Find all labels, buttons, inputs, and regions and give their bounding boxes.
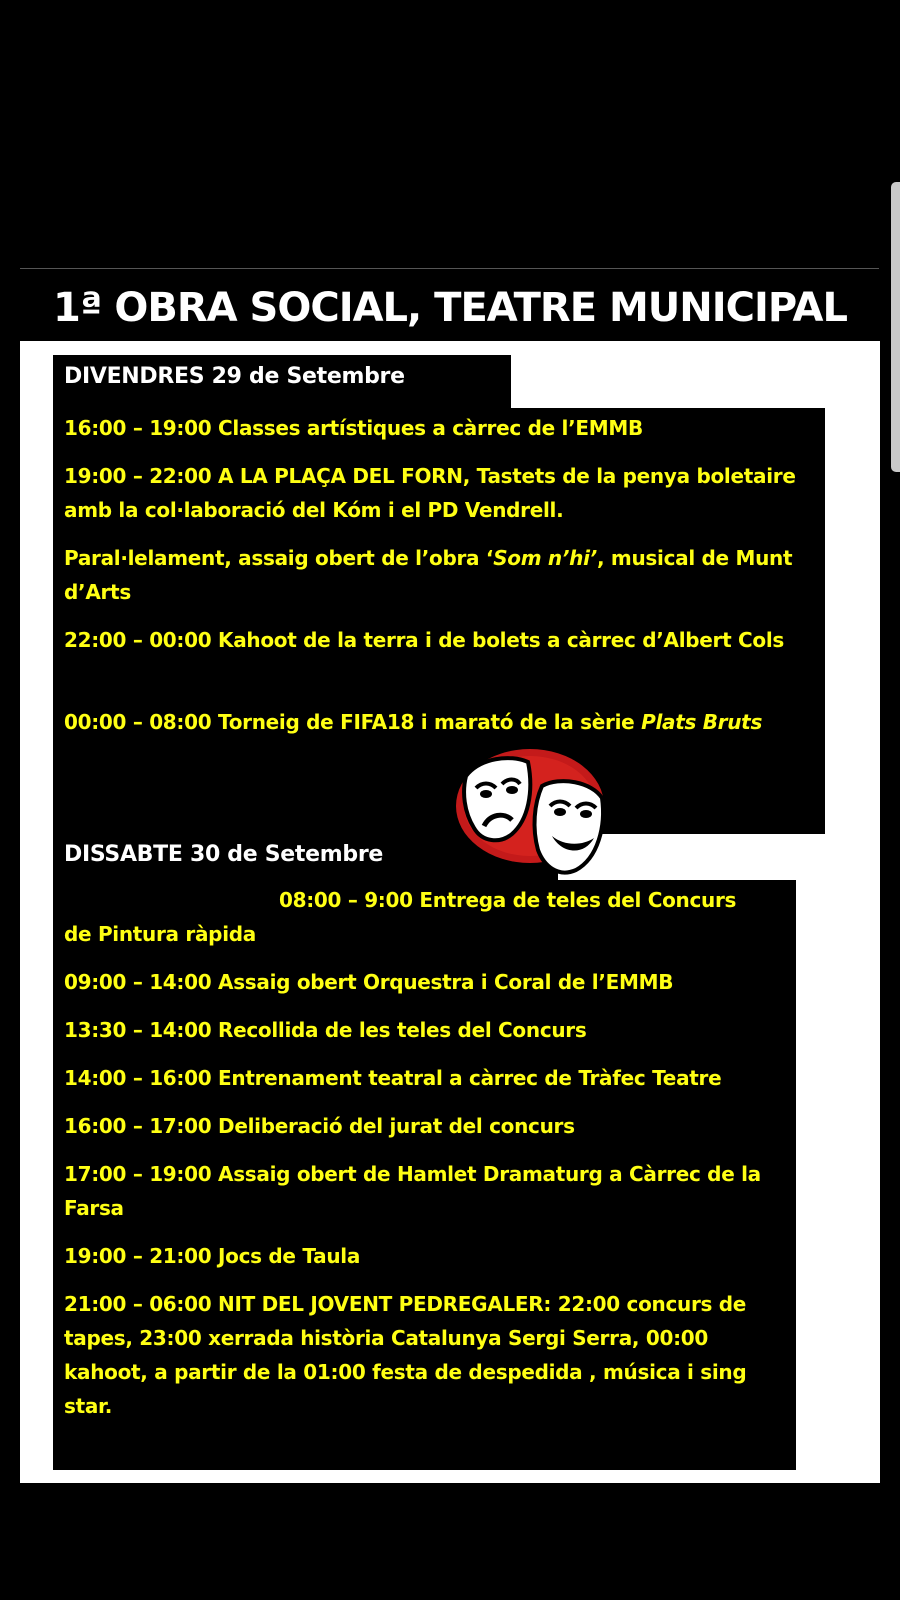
saturday-event-2: 09:00 – 14:00 Assaig obert Orquestra i Coral de l’EMMB [64,970,674,994]
saturday-event-7: 19:00 – 21:00 Jocs de Taula [64,1244,361,1268]
saturday-event-3: 13:30 – 14:00 Recollida de les teles del Concurs [64,1018,587,1042]
friday-event-5 [64,705,824,739]
scrollbar-thumb[interactable] [891,182,900,472]
saturday-event-8: 21:00 – 06:00 NIT DEL JOVENT PEDREGALER: 22:00 concurs de tapes, 23:00 xerrada història Catalunya Sergi Serra, 00:00 kahoot, a partir de la 01:00 festa de despedida , música i sing star. [64,1292,747,1418]
friday-event-3 [64,541,824,609]
divider-line [20,268,879,269]
poster-title: 1ª OBRA SOCIAL, TEATRE MUNICIPAL [53,285,847,331]
saturday-event-4: 14:00 – 16:00 Entrenament teatral a càrrec de Tràfec Teatre [64,1066,722,1090]
theatre-masks-icon [452,746,610,878]
saturday-event-5: 16:00 – 17:00 Deliberació del jurat del concurs [64,1114,575,1138]
friday-event-4: 22:00 – 00:00 Kahoot de la terra i de bolets a càrrec d’Albert Cols [64,628,784,652]
saturday-header: DISSABTE 30 de Setembre [64,842,383,867]
event-text: , musical de Munt d’Arts [64,546,793,604]
saturday-event-6: 17:00 – 19:00 Assaig obert de Hamlet Dramaturg a Càrrec de la Farsa [64,1162,761,1220]
series-title: Plats Bruts [641,710,763,734]
saturday-event-1: 08:00 – 9:00 Entrega de teles del Concurs de Pintura ràpida [64,888,737,946]
play-title: Som n’hi’ [493,546,597,570]
friday-event-2: 19:00 – 22:00 A LA PLAÇA DEL FORN, Tastets de la penya boletaire amb la col·laboració del Kóm i el PD Vendrell. [64,464,796,522]
friday-event-1: 16:00 – 19:00 Classes artístiques a càrrec de l’EMMB [64,416,643,440]
friday-header: DIVENDRES 29 de Setembre [64,364,405,389]
event-text: 00:00 – 08:00 Torneig de FIFA18 i marató de la sèrie [64,710,642,734]
event-text: Paral·lelament, assaig obert de l’obra ‘ [64,546,494,570]
